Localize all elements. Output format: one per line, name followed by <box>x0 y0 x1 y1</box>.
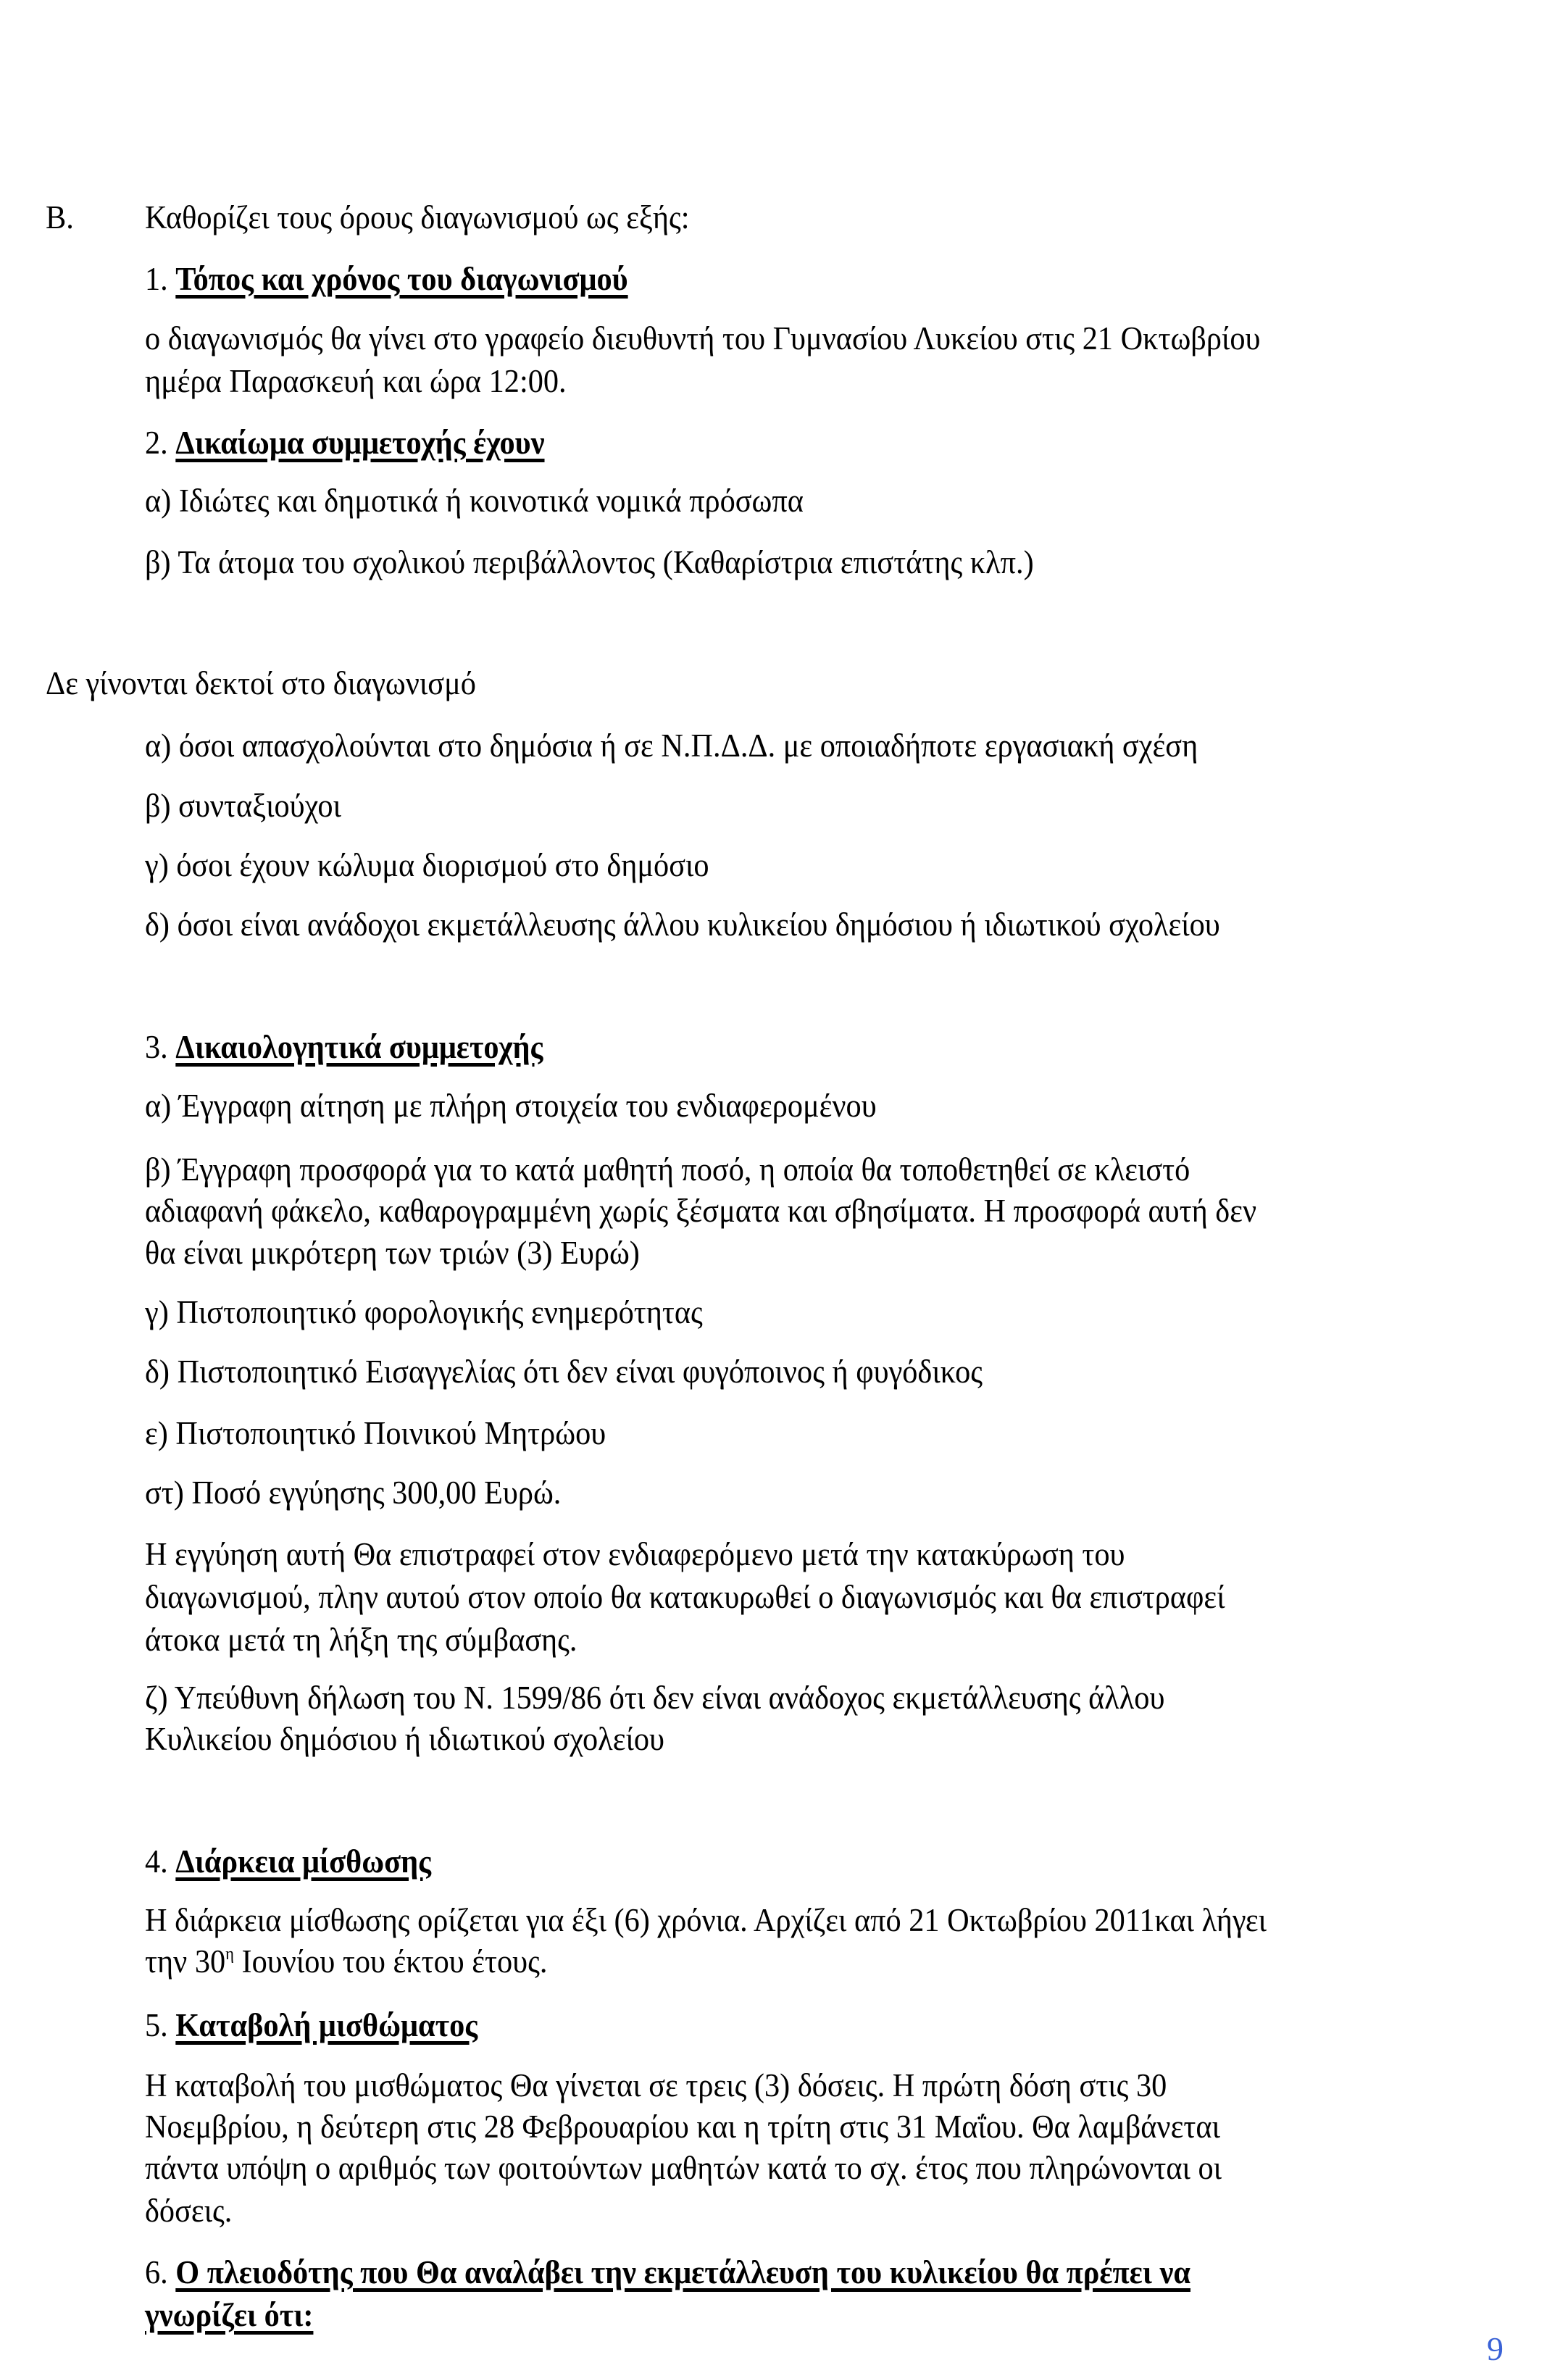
excluded-heading: Δε γίνονται δεκτοί στο διαγωνισμό <box>46 665 476 701</box>
item6-number: 6. <box>145 2254 168 2290</box>
item3-title: Δικαιολογητικά συμμετοχής <box>175 1029 543 1065</box>
item5-title: Καταβολή μισθώματος <box>175 2007 478 2043</box>
item6-heading-cont <box>145 2299 313 2332</box>
item3-number: 3. <box>145 1029 168 1065</box>
item3-entry-e: ε) Πιστοποιητικό Ποινικού Μητρώου <box>145 1415 606 1451</box>
item5-line: Νοεμβρίου, η δεύτερη στις 28 Φεβρουαρίου και η τρίτη στις 31 Μαΐου. Θα λαμβάνεται <box>145 2109 1220 2145</box>
item3-entry-z: ζ) Υπεύθυνη δήλωση του Ν. 1599/86 ότι δεν είναι ανάδοχος εκμετάλλευσης άλλου <box>145 1680 1165 1716</box>
item6-title-cont: γνωρίζει ότι: <box>145 2297 314 2333</box>
item5-number: 5. <box>145 2007 168 2043</box>
excluded-entry: α) όσοι απασχολούνται στο δημόσια ή σε Ν.Π.Δ.Δ. με οποιαδήποτε εργασιακή σχέση <box>145 727 1198 764</box>
item5-line: πάντα υπόψη ο αριθμός των φοιτούντων μαθητών κατά το σχ. έτος που πληρώνονται οι <box>145 2150 1222 2186</box>
item4-line <box>145 1945 547 1978</box>
item2-number: 2. <box>145 425 168 461</box>
item5-heading <box>145 2009 478 2042</box>
item6-title: Ο πλειοδότης που Θα αναλάβει την εκμετάλλευση του κυλικείου θα πρέπει να <box>175 2254 1190 2290</box>
item1-line: ο διαγωνισμός θα γίνει στο γραφείο διευθυντή του Γυμνασίου Λυκείου στις 21 Οκτωβρίου <box>145 320 1261 356</box>
item1-heading <box>145 263 628 296</box>
item1-number: 1. <box>145 261 168 297</box>
item3-entry-b: β) Έγγραφη προσφορά για το κατά μαθητή ποσό, η οποία θα τοποθετηθεί σε κλειστό <box>145 1151 1190 1188</box>
item3-entry-c: γ) Πιστοποιητικό φορολογικής ενημερότητας <box>145 1294 703 1330</box>
item2-entry: α) Ιδιώτες και δημοτικά ή κοινοτικά νομικά πρόσωπα <box>145 483 804 519</box>
item2-title: Δικαίωμα συμμετοχής έχουν <box>175 425 545 461</box>
item4-number: 4. <box>145 1843 168 1880</box>
item3-heading <box>145 1031 543 1064</box>
item6-heading <box>145 2256 1190 2289</box>
item4-heading <box>145 1843 432 1880</box>
item3-entry-z: Κυλικείου δημόσιου ή ιδιωτικού σχολείου <box>145 1721 664 1757</box>
item5-line: δόσεις. <box>145 2193 233 2229</box>
item2-entry: β) Τα άτομα του σχολικού περιβάλλοντος (Καθαρίστρια επιστάτης κλπ.) <box>145 544 1034 580</box>
ordinal-superscript: η <box>225 1945 234 1964</box>
excluded-entry: δ) όσοι είναι ανάδοχοι εκμετάλλευσης άλλου κυλικείου δημόσιου ή ιδιωτικού σχολείου <box>145 906 1220 943</box>
item3-entry-st: στ) Ποσό εγγύησης 300,00 Ευρώ. <box>145 1475 562 1511</box>
section-intro: Καθορίζει τους όρους διαγωνισμού ως εξής: <box>145 199 690 235</box>
page-number: 9 <box>1487 2330 1504 2367</box>
section-label: Β. <box>46 199 74 235</box>
guarantee-line: Η εγγύηση αυτή Θα επιστραφεί στον ενδιαφερόμενο μετά την κατακύρωση του <box>145 1536 1125 1572</box>
item4-line2-post: Ιουνίου του έκτου έτους. <box>233 1943 548 1980</box>
excluded-entry: β) συνταξιούχοι <box>145 788 341 824</box>
guarantee-line: διαγωνισμού, πλην αυτού στον οποίο θα κατακυρωθεί ο διαγωνισμός και θα επιστραφεί <box>145 1579 1225 1615</box>
guarantee-line: άτοκα μετά τη λήξη της σύμβασης. <box>145 1622 577 1658</box>
item2-heading <box>145 427 545 459</box>
item3-entry-a: α) Έγγραφη αίτηση με πλήρη στοιχεία του ενδιαφερομένου <box>145 1088 877 1124</box>
item1-line: ημέρα Παρασκευή και ώρα 12:00. <box>145 363 567 399</box>
excluded-entry: γ) όσοι έχουν κώλυμα διορισμού στο δημόσιο <box>145 847 709 883</box>
item3-entry-b: αδιαφανή φάκελο, καθαρογραμμένη χωρίς ξέσματα και σβησίματα. Η προσφορά αυτή δεν <box>145 1193 1257 1229</box>
item4-line: Η διάρκεια μίσθωσης ορίζεται για έξι (6) χρόνια. Αρχίζει από 21 Οκτωβρίου 2011και λήγει <box>145 1902 1267 1938</box>
item3-entry-d: δ) Πιστοποιητικό Εισαγγελίας ότι δεν είναι φυγόποινος ή φυγόδικος <box>145 1354 983 1390</box>
item1-title: Τόπος και χρόνος του διαγωνισμού <box>175 261 628 297</box>
item5-line: Η καταβολή του μισθώματος Θα γίνεται σε τρεις (3) δόσεις. Η πρώτη δόση στις 30 <box>145 2067 1167 2103</box>
item3-entry-b: θα είναι μικρότερη των τριών (3) Ευρώ) <box>145 1235 640 1271</box>
item4-title: Διάρκεια μίσθωσης <box>175 1843 432 1880</box>
item4-line2-pre: την 30 <box>145 1943 226 1980</box>
